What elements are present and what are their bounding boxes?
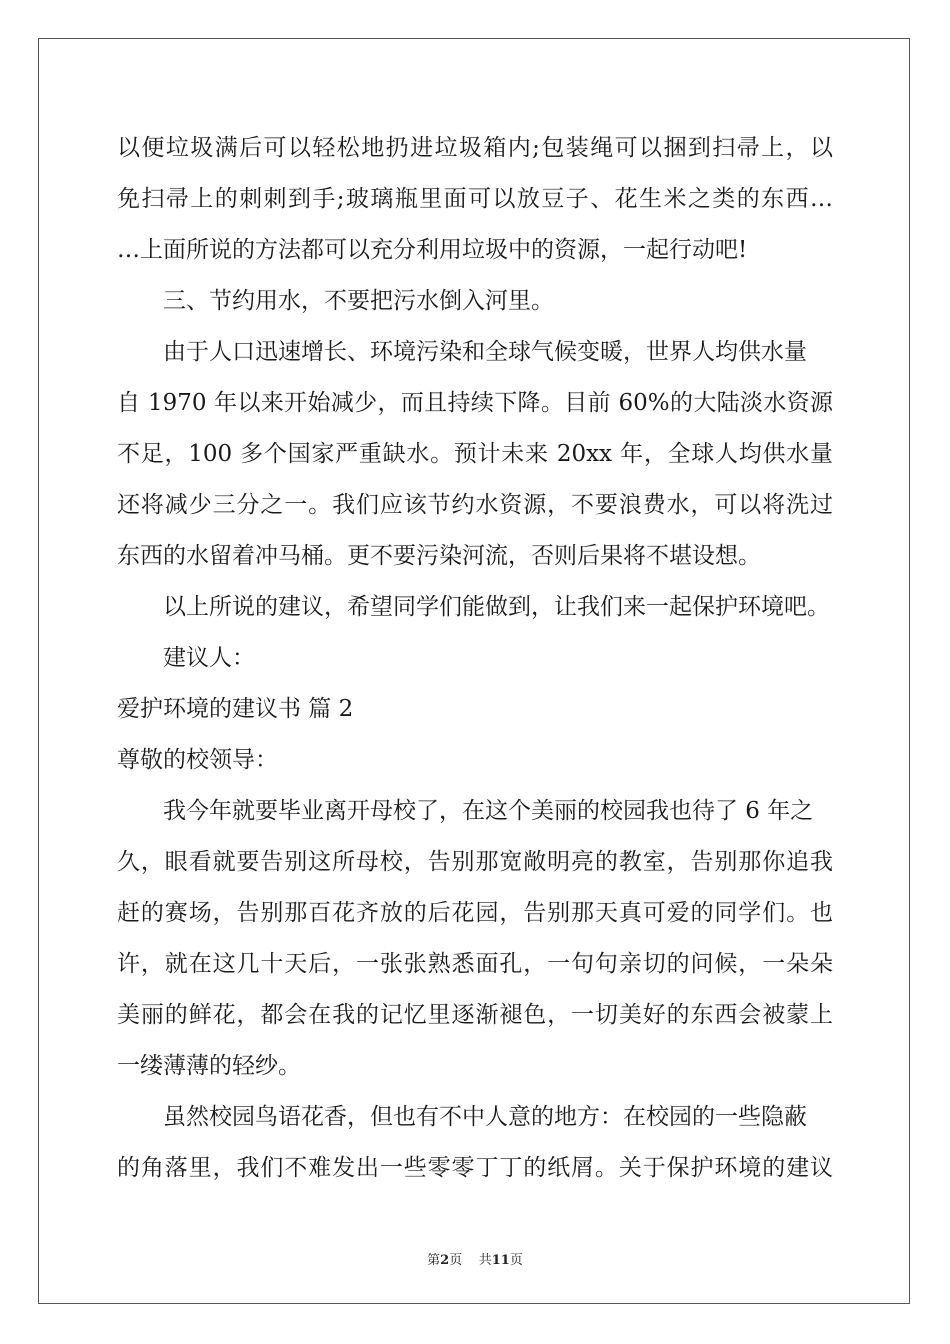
footer-prefix: 第: [427, 1253, 441, 1268]
page-footer: [0, 1249, 950, 1268]
text-line: 一缕薄薄的轻纱。: [117, 1053, 301, 1079]
footer-total-unit: 页: [509, 1253, 523, 1268]
text-line: …上面所说的方法都可以充分利用垃圾中的资源，一起行动吧!: [117, 237, 748, 263]
text-line: 东西的水留着冲马桶。更不要污染河流，否则后果将不堪设想。: [117, 543, 761, 569]
footer-total-prefix: 共: [478, 1253, 492, 1268]
text-line: 由于人口迅速增长、环境污染和全球气候变暖，世界人均供水量: [163, 339, 807, 365]
text-line: 以便垃圾满后可以轻松地扔进垃圾箱内;包装绳可以捆到扫帚上，以: [117, 135, 833, 161]
document-body: [117, 128, 837, 1199]
text-line: 赶的赛场，告别那百花齐放的后花园，告别那天真可爱的同学们。也: [117, 900, 833, 926]
text-line: 久，眼看就要告别这所母校，告别那宽敞明亮的教室，告别那你追我: [117, 849, 833, 875]
text-line: 许，就在这几十天后，一张张熟悉面孔，一句句亲切的问候，一朵朵: [117, 951, 833, 977]
salutation: 尊敬的校领导：: [117, 747, 278, 773]
text-line: 免扫帚上的刺刺到手;玻璃瓶里面可以放豆子、花生米之类的东西…: [117, 186, 833, 212]
section-heading: 三、节约用水，不要把污水倒入河里。: [163, 288, 554, 314]
text-line: 美丽的鲜花，都会在我的记忆里逐渐褪色，一切美好的东西会被蒙上: [117, 1002, 833, 1028]
text-line: 还将减少三分之一。我们应该节约水资源，不要浪费水，可以将洗过: [117, 492, 833, 518]
text-line: 的角落里，我们不难发出一些零零丁丁的纸屑。关于保护环境的建议: [117, 1155, 833, 1181]
article-title: 爱护环境的建议书 篇 2: [117, 696, 354, 722]
text-line: 我今年就要毕业离开母校了，在这个美丽的校园我也待了 6 年之: [163, 798, 814, 824]
text-line: 自 1970 年以来开始减少，而且持续下降。目前 60%的大陆淡水资源: [117, 390, 833, 416]
signature-label: 建议人：: [163, 645, 255, 671]
text-line: 不足，100 多个国家严重缺水。预计未来 20xx 年，全球人均供水量: [117, 441, 833, 467]
total-pages: 11: [491, 1253, 510, 1268]
footer-page-unit: 页: [449, 1253, 463, 1268]
text-line: 虽然校园鸟语花香，但也有不中人意的地方：在校园的一些隐蔽: [163, 1104, 807, 1130]
text-line: 以上所说的建议，希望同学们能做到，让我们来一起保护环境吧。: [163, 594, 830, 620]
page-number: 2: [440, 1253, 450, 1268]
